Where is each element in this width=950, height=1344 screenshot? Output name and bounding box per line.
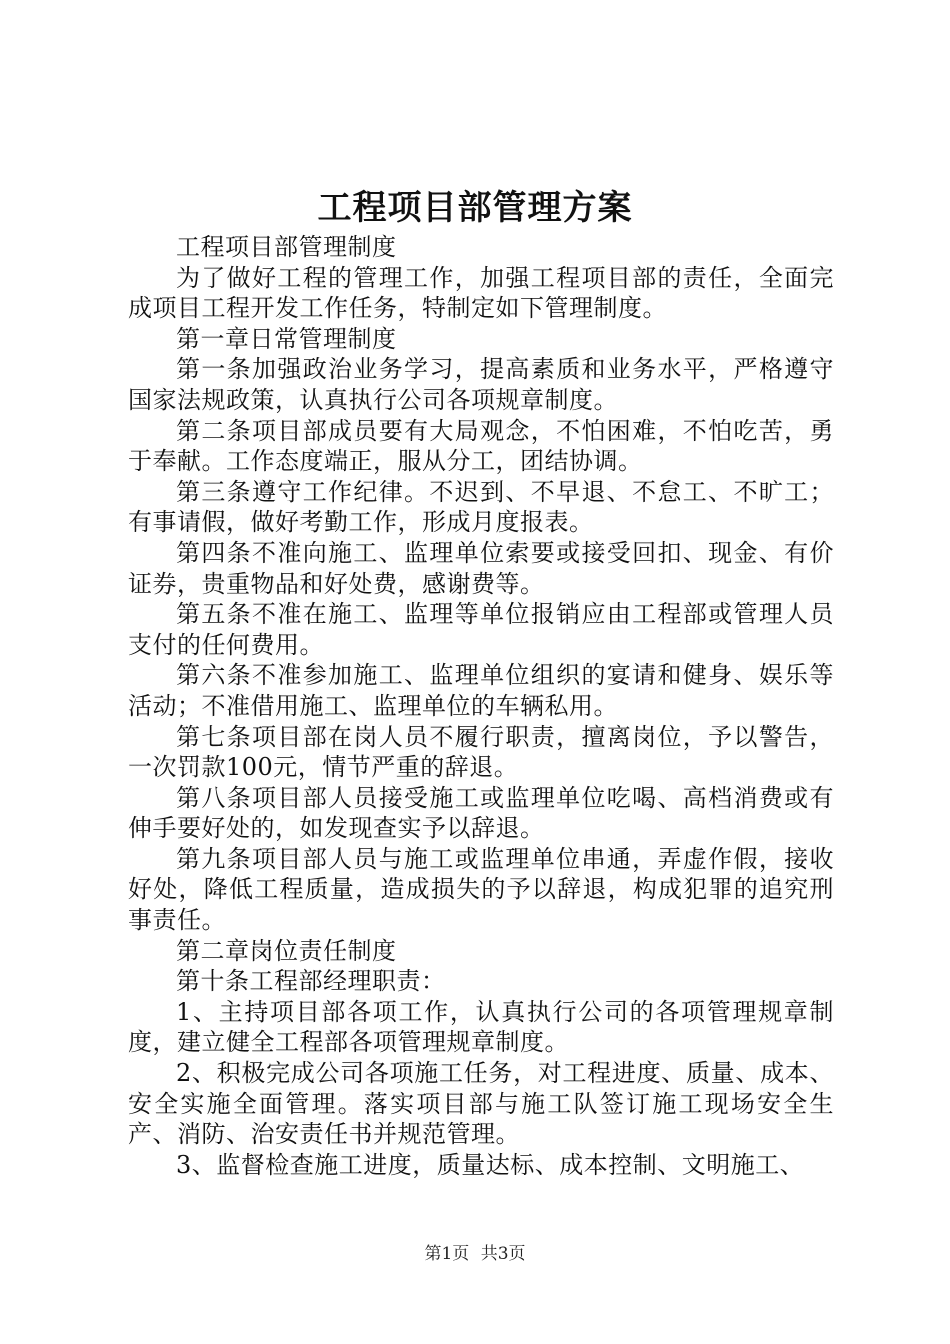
paragraph: 第五条不准在施工、监理等单位报销应由工程部或管理人员支付的任何费用。	[128, 600, 834, 659]
paragraph: 第八条项目部人员接受施工或监理单位吃喝、高档消费或有伸手要好处的，如发现查实予以辞退。	[128, 783, 834, 843]
document-title: 工程项目部管理方案	[317, 188, 633, 228]
document-body	[128, 232, 834, 1180]
page-total: 共3页	[480, 1244, 526, 1264]
paragraph: 第九条项目部人员与施工或监理单位串通，弄虚作假，接收好处，降低工程质量，造成损失的予以辞退，构成犯罪的追究刑事责任。	[128, 844, 834, 935]
list-item: 1、主持项目部各项工作，认真执行公司的各项管理规章制度，建立健全工程部各项管理规章制度。	[128, 997, 834, 1057]
list-item: 3、监督检查施工进度，质量达标、成本控制、文明施工、	[176, 1150, 805, 1179]
chapter-heading: 第二章岗位责任制度	[176, 936, 397, 965]
paragraph: 第四条不准向施工、监理单位索要或接受回扣、现金、有价证券，贵重物品和好处费，感谢费等。	[128, 538, 834, 598]
paragraph: 第三条遵守工作纪律。不迟到、不早退、不怠工、不旷工；有事请假，做好考勤工作，形成月度报表。	[128, 477, 834, 537]
paragraph: 第七条项目部在岗人员不履行职责，擅离岗位，予以警告，一次罚款100元，情节严重的辞退。	[128, 722, 834, 782]
paragraph: 第二条项目部成员要有大局观念，不怕困难，不怕吃苦，勇于奉献。工作态度端正，服从分工，团结协调。	[128, 416, 834, 476]
page-footer	[0, 1242, 950, 1266]
paragraph: 为了做好工程的管理工作，加强工程项目部的责任，全面完成项目工程开发工作任务，特制定如下管理制度。	[128, 263, 834, 323]
page-number: 第1页	[424, 1244, 470, 1264]
paragraph: 工程项目部管理制度	[176, 233, 397, 261]
paragraph: 第一条加强政治业务学习，提高素质和业务水平，严格遵守国家法规政策，认真执行公司各项规章制度。	[128, 355, 834, 414]
paragraph: 第六条不准参加施工、监理单位组织的宴请和健身、娱乐等活动；不准借用施工、监理单位的车辆私用。	[128, 661, 834, 720]
list-item: 2、积极完成公司各项施工任务，对工程进度、质量、成本、安全实施全面管理。落实项目部与施工队签订施工现场安全生产、消防、治安责任书并规范管理。	[128, 1059, 834, 1149]
paragraph: 第十条工程部经理职责：	[176, 967, 446, 996]
chapter-heading: 第一章日常管理制度	[176, 324, 397, 353]
